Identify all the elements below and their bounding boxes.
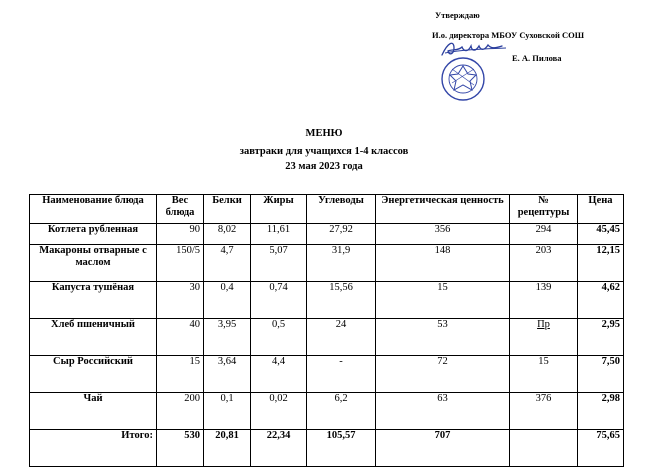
dish-fat: 4,4 [251, 356, 307, 393]
approval-position: И.о. директора МБОУ Суховской СОШ [432, 30, 585, 40]
dish-energy: 53 [376, 319, 510, 356]
header-weight: Вес блюда [157, 195, 204, 224]
total-row [30, 430, 624, 467]
header-energy: Энергетическая ценность [376, 195, 510, 224]
dish-energy: 15 [376, 282, 510, 319]
header-price: Цена [578, 195, 624, 224]
header-protein: Белки [204, 195, 251, 224]
dish-weight: 15 [157, 356, 204, 393]
dish-recipe: 294 [510, 224, 578, 245]
total-protein: 20,81 [204, 430, 251, 467]
dish-weight: 150/5 [157, 245, 204, 282]
header-carbs: Углеводы [307, 195, 376, 224]
approval-heading: Утверждаю [435, 10, 480, 20]
total-recipe [510, 430, 578, 467]
menu-date: 23 мая 2023 года [285, 161, 363, 172]
menu-table [29, 194, 624, 467]
dish-protein: 3,95 [204, 319, 251, 356]
total-fat: 22,34 [251, 430, 307, 467]
dish-recipe: 203 [510, 245, 578, 282]
dish-energy: 148 [376, 245, 510, 282]
menu-subtitle: завтраки для учащихся 1-4 классов [239, 146, 409, 157]
dish-protein: 0,4 [204, 282, 251, 319]
table-row [30, 282, 624, 319]
dish-name: Чай [30, 393, 157, 430]
table-row [30, 224, 624, 245]
dish-energy: 63 [376, 393, 510, 430]
dish-protein: 3,64 [204, 356, 251, 393]
dish-energy: 72 [376, 356, 510, 393]
total-carbs: 105,57 [307, 430, 376, 467]
approval-name: Е. А. Пилова [512, 53, 562, 63]
menu-title: МЕНЮ [305, 128, 343, 139]
total-label: Итого: [30, 430, 157, 467]
dish-carbs: 27,92 [307, 224, 376, 245]
header-name: Наименование блюда [30, 195, 157, 224]
dish-protein: 4,7 [204, 245, 251, 282]
dish-weight: 200 [157, 393, 204, 430]
dish-name: Макароны отварные с маслом [30, 245, 157, 282]
dish-fat: 11,61 [251, 224, 307, 245]
dish-energy: 356 [376, 224, 510, 245]
dish-fat: 0,02 [251, 393, 307, 430]
dish-name: Капуста тушёная [30, 282, 157, 319]
dish-recipe: 15 [510, 356, 578, 393]
total-energy: 707 [376, 430, 510, 467]
table-row [30, 393, 624, 430]
seal-image [438, 55, 488, 103]
table-header-row [30, 195, 624, 224]
dish-carbs: - [307, 356, 376, 393]
dish-weight: 90 [157, 224, 204, 245]
dish-recipe: 139 [510, 282, 578, 319]
total-weight: 530 [157, 430, 204, 467]
dish-price: 7,50 [578, 356, 624, 393]
table-row [30, 245, 624, 282]
dish-price: 2,95 [578, 319, 624, 356]
header-recipe: № рецептуры [510, 195, 578, 224]
dish-carbs: 15,56 [307, 282, 376, 319]
dish-price: 2,98 [578, 393, 624, 430]
dish-fat: 0,5 [251, 319, 307, 356]
table-row [30, 319, 624, 356]
dish-name: Сыр Российский [30, 356, 157, 393]
dish-protein: 0,1 [204, 393, 251, 430]
dish-weight: 40 [157, 319, 204, 356]
dish-carbs: 6,2 [307, 393, 376, 430]
dish-price: 12,15 [578, 245, 624, 282]
dish-name: Котлета рубленная [30, 224, 157, 245]
dish-name: Хлеб пшеничный [30, 319, 157, 356]
dish-recipe [510, 319, 578, 356]
dish-carbs: 31,9 [307, 245, 376, 282]
dish-fat: 5,07 [251, 245, 307, 282]
total-price: 75,65 [578, 430, 624, 467]
dish-fat: 0,74 [251, 282, 307, 319]
dish-protein: 8,02 [204, 224, 251, 245]
dish-price: 45,45 [578, 224, 624, 245]
table-row [30, 356, 624, 393]
recipe-link[interactable]: Пр [537, 319, 550, 330]
dish-price: 4,62 [578, 282, 624, 319]
header-fat: Жиры [251, 195, 307, 224]
dish-weight: 30 [157, 282, 204, 319]
dish-carbs: 24 [307, 319, 376, 356]
dish-recipe: 376 [510, 393, 578, 430]
